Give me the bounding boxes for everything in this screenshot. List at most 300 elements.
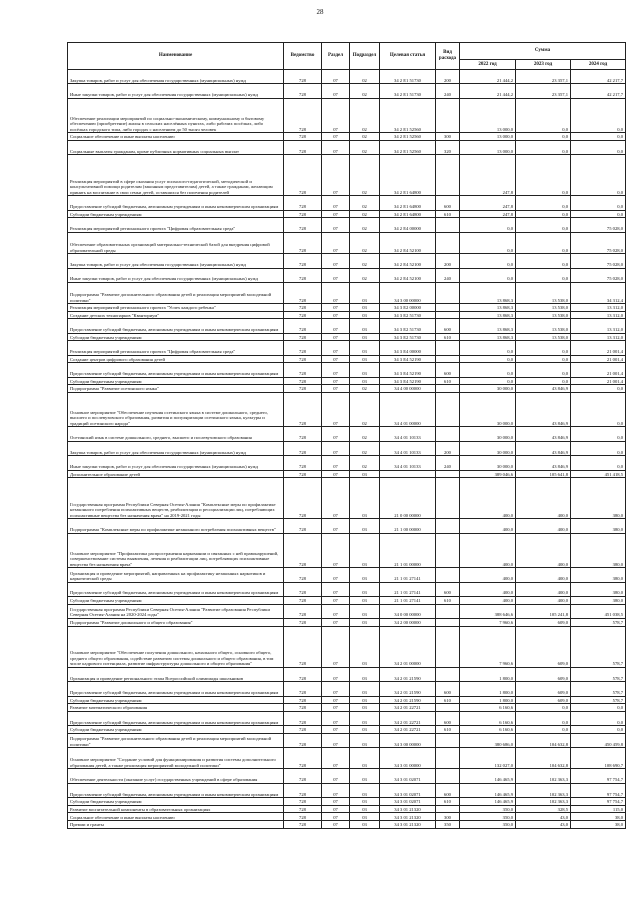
table-row	[68, 268, 626, 282]
cell-2024: 0,0	[571, 726, 626, 734]
cell-section: 07	[322, 133, 350, 141]
cell-2023: 0,0	[516, 196, 571, 210]
cell-target: 34 2 E4 52100	[380, 254, 436, 268]
cell-subsection: 03	[350, 604, 380, 618]
cell-2024: 0,0	[571, 155, 626, 196]
cell-2024: 380,0	[571, 519, 626, 533]
cell-ministry: 728	[284, 568, 322, 582]
cell-section: 07	[322, 363, 350, 377]
cell-2023: 0,0	[516, 711, 571, 725]
cell-2022: 6 160,6	[460, 711, 516, 725]
cell-name: Предоставление субсидий бюджетным, автономным учреждениям и иным некоммерческим организациям	[68, 582, 284, 596]
cell-ministry: 728	[284, 821, 322, 829]
cell-expense-type: 600	[436, 196, 460, 210]
table-row	[68, 333, 626, 341]
table-row	[68, 813, 626, 821]
cell-2022: 380 686,0	[460, 733, 516, 747]
cell-name: Субсидии бюджетным учреждениям	[68, 596, 284, 604]
cell-section: 07	[322, 783, 350, 797]
cell-section: 07	[322, 696, 350, 704]
cell-2022: 146 465,9	[460, 783, 516, 797]
cell-2023: 400,0	[516, 568, 571, 582]
cell-2024: 0,0	[571, 210, 626, 218]
cell-name: Субсидии бюджетным учреждениям	[68, 726, 284, 734]
cell-ministry: 728	[284, 618, 322, 626]
cell-2024: 451 418,5	[571, 470, 626, 478]
cell-target: 34 2 01 21590	[380, 667, 436, 681]
cell-subsection: 02	[350, 232, 380, 253]
cell-subsection: 03	[350, 304, 380, 312]
cell-2022: 0,0	[460, 232, 516, 253]
cell-section: 07	[322, 769, 350, 783]
header-sum: Сумма	[460, 43, 626, 60]
cell-target: 21 1 01 27141	[380, 568, 436, 582]
cell-name: Осетинский язык в системе дошкольного, среднего, высшего и послевузовского образования	[68, 427, 284, 441]
cell-section: 07	[322, 98, 350, 132]
cell-2023: 0,0	[516, 140, 571, 154]
header-target: Целевая статья	[380, 43, 436, 70]
table-row	[68, 582, 626, 596]
table-row	[68, 470, 626, 478]
cell-subsection: 03	[350, 798, 380, 806]
cell-subsection: 03	[350, 748, 380, 769]
cell-2023: 400,0	[516, 596, 571, 604]
cell-2023: 0,0	[516, 210, 571, 218]
cell-2022: 0,0	[460, 377, 516, 385]
cell-2023: 609,0	[516, 667, 571, 681]
cell-section: 07	[322, 726, 350, 734]
cell-2022: 7 960,6	[460, 626, 516, 667]
cell-2023: 400,0	[516, 519, 571, 533]
cell-subsection: 02	[350, 427, 380, 441]
cell-expense-type: 600	[436, 319, 460, 333]
cell-2022: 13 000,0	[460, 133, 516, 141]
cell-2024: 0,0	[571, 427, 626, 441]
cell-expense-type	[436, 311, 460, 319]
cell-expense-type: 610	[436, 333, 460, 341]
table-row	[68, 385, 626, 393]
cell-section: 07	[322, 355, 350, 363]
cell-name: Предоставление субсидий бюджетным, автономным учреждениям и иным некоммерческим организациям	[68, 783, 284, 797]
table-row	[68, 604, 626, 618]
cell-2024: 380,0	[571, 568, 626, 582]
table-row	[68, 711, 626, 725]
cell-ministry: 728	[284, 582, 322, 596]
cell-2024: 21 001,4	[571, 341, 626, 355]
cell-section: 07	[322, 84, 350, 98]
table-row	[68, 84, 626, 98]
cell-expense-type	[436, 427, 460, 441]
cell-ministry: 728	[284, 626, 322, 667]
cell-subsection: 02	[350, 210, 380, 218]
cell-ministry: 728	[284, 377, 322, 385]
cell-2023: 43 846,9	[516, 392, 571, 426]
cell-2024: 42 217,7	[571, 70, 626, 84]
cell-ministry: 728	[284, 155, 322, 196]
table-row	[68, 441, 626, 455]
cell-target: 34 4 01 00000	[380, 392, 436, 426]
cell-section: 07	[322, 798, 350, 806]
cell-2024: 97 754,7	[571, 783, 626, 797]
cell-name: Закупка товаров, работ и услуг для обеспечения государственных (муниципальных) нужд	[68, 254, 284, 268]
cell-target: 34 3 E2 51730	[380, 333, 436, 341]
cell-target: 34 3 01 02071	[380, 798, 436, 806]
cell-name: Дополнительное образование детей	[68, 470, 284, 478]
cell-name: Социальное обеспечение и иные выплаты населению	[68, 133, 284, 141]
cell-subsection: 03	[350, 733, 380, 747]
cell-2024: 0,0	[571, 385, 626, 393]
cell-2023: 609,0	[516, 626, 571, 667]
cell-name: Обеспечение реализации мероприятий по социально-экономическому, коммунальному и бытовому обеспечению (приобретение) жилья в сельских населённых пунктах, либо рабочих посёлках, либо посёлках городского типа, либо городах с населением до 50 тысяч человек	[68, 98, 284, 132]
cell-2024: 21 001,4	[571, 377, 626, 385]
cell-subsection: 03	[350, 341, 380, 355]
cell-subsection: 03	[350, 478, 380, 519]
cell-section: 07	[322, 618, 350, 626]
cell-name: Подпрограмма "Развитие дополнительного образования детей и реализация мероприятий молодежной политики"	[68, 733, 284, 747]
cell-subsection: 02	[350, 133, 380, 141]
cell-subsection: 02	[350, 218, 380, 232]
cell-subsection: 03	[350, 618, 380, 626]
cell-section: 07	[322, 519, 350, 533]
cell-ministry: 728	[284, 805, 322, 813]
cell-expense-type: 610	[436, 726, 460, 734]
cell-target: 34 3 01 02071	[380, 783, 436, 797]
cell-name: Предоставление субсидий бюджетным, автономным учреждениям и иным некоммерческим организациям	[68, 319, 284, 333]
cell-ministry: 728	[284, 210, 322, 218]
table-row	[68, 748, 626, 769]
cell-target: 34 2 E1 64800	[380, 196, 436, 210]
table-row	[68, 341, 626, 355]
cell-2024: 0,0	[571, 98, 626, 132]
cell-ministry: 728	[284, 254, 322, 268]
cell-ministry: 728	[284, 769, 322, 783]
cell-2024: 21 001,4	[571, 355, 626, 363]
cell-2023: 104 632,8	[516, 748, 571, 769]
cell-section: 07	[322, 196, 350, 210]
cell-expense-type: 300	[436, 813, 460, 821]
cell-2024: 108 690,7	[571, 748, 626, 769]
cell-expense-type	[436, 704, 460, 712]
cell-target: 34 2 01 21590	[380, 696, 436, 704]
cell-name: Премии и гранты	[68, 821, 284, 829]
cell-2022: 30 000,0	[460, 441, 516, 455]
cell-target: 34 3 E2 51730	[380, 319, 436, 333]
cell-section: 07	[322, 268, 350, 282]
cell-expense-type	[436, 470, 460, 478]
table-row	[68, 626, 626, 667]
header-year-2024: 2024 год	[571, 60, 626, 70]
cell-section: 07	[322, 805, 350, 813]
cell-expense-type	[436, 304, 460, 312]
cell-expense-type: 610	[436, 210, 460, 218]
cell-2023: 43 846,9	[516, 427, 571, 441]
cell-expense-type: 610	[436, 596, 460, 604]
cell-subsection: 03	[350, 377, 380, 385]
cell-2022: 146 465,9	[460, 769, 516, 783]
cell-subsection: 02	[350, 392, 380, 426]
cell-subsection: 03	[350, 769, 380, 783]
table-row	[68, 133, 626, 141]
cell-2022: 0,0	[460, 363, 516, 377]
cell-2022: 400,0	[460, 596, 516, 604]
table-row	[68, 70, 626, 84]
cell-ministry: 728	[284, 604, 322, 618]
cell-2024: 0,0	[571, 140, 626, 154]
cell-name: Иные закупки товаров, работ и услуг для обеспечения государственных (муниципальных) нужд	[68, 456, 284, 470]
cell-name: Основное мероприятие "Обеспечение изучения осетинского языка в системе дошкольного, среднего, высшего и послевузовского образования, развития и популяризации осетинского языка, культуры и традиций осетинского народа"	[68, 392, 284, 426]
cell-2023: 0,0	[516, 363, 571, 377]
cell-section: 07	[322, 682, 350, 696]
cell-target: 34 2 E1 52560	[380, 140, 436, 154]
cell-2024: 75 028,0	[571, 254, 626, 268]
cell-section: 07	[322, 304, 350, 312]
cell-section: 07	[322, 282, 350, 303]
cell-subsection: 03	[350, 470, 380, 478]
cell-subsection: 02	[350, 140, 380, 154]
cell-ministry: 728	[284, 98, 322, 132]
cell-ministry: 728	[284, 282, 322, 303]
cell-subsection: 03	[350, 821, 380, 829]
cell-target: 34 2 E4 52100	[380, 268, 436, 282]
table-row	[68, 254, 626, 268]
cell-section: 07	[322, 140, 350, 154]
cell-name: Субсидии бюджетным учреждениям	[68, 377, 284, 385]
cell-2023: 23 357,1	[516, 84, 571, 98]
cell-2022: 389 046,6	[460, 470, 516, 478]
cell-name: Субсидии бюджетным учреждениям	[68, 798, 284, 806]
cell-2024: 34 312,4	[571, 282, 626, 303]
cell-2024: 13 312,0	[571, 333, 626, 341]
header-year-2022: 2022 год	[460, 60, 516, 70]
table-row	[68, 618, 626, 626]
cell-2024: 451 038,5	[571, 604, 626, 618]
cell-section: 07	[322, 582, 350, 596]
cell-name: Создание детских технопарков "Кванториум"	[68, 311, 284, 319]
cell-name: Реализация мероприятий регионального проекта "Цифровая образовательная среда"	[68, 341, 284, 355]
cell-expense-type: 200	[436, 254, 460, 268]
table-row	[68, 805, 626, 813]
cell-expense-type	[436, 568, 460, 582]
cell-2023: 0,0	[516, 268, 571, 282]
cell-target: 34 0 00 00000	[380, 604, 436, 618]
cell-subsection: 02	[350, 385, 380, 393]
cell-subsection: 03	[350, 311, 380, 319]
cell-target: 34 2 E1 64800	[380, 155, 436, 196]
cell-section: 07	[322, 210, 350, 218]
cell-2022: 1 800,0	[460, 682, 516, 696]
cell-2023: 23 357,1	[516, 70, 571, 84]
cell-name: Развитие математического образования	[68, 704, 284, 712]
table-row	[68, 519, 626, 533]
cell-2024: 380,0	[571, 582, 626, 596]
table-body	[68, 70, 626, 829]
cell-section: 07	[322, 333, 350, 341]
cell-target: 34 2 E1 52560	[380, 133, 436, 141]
cell-expense-type	[436, 232, 460, 253]
header-ministry: Ведомство	[284, 43, 322, 70]
cell-2024: 75 028,0	[571, 218, 626, 232]
cell-expense-type: 600	[436, 582, 460, 596]
cell-2024: 578,7	[571, 682, 626, 696]
cell-target: 34 2 E1 51730	[380, 84, 436, 98]
cell-2024: 578,7	[571, 626, 626, 667]
cell-2022: 247,8	[460, 196, 516, 210]
table-row	[68, 769, 626, 783]
cell-subsection: 02	[350, 98, 380, 132]
cell-name: Иные закупки товаров, работ и услуг для обеспечения государственных (муниципальных) нужд	[68, 268, 284, 282]
budget-table-sheet	[67, 42, 625, 829]
cell-target: 34 3 01 21320	[380, 813, 436, 821]
cell-subsection: 03	[350, 568, 380, 582]
cell-ministry: 728	[284, 333, 322, 341]
cell-2023: 13 538,0	[516, 333, 571, 341]
cell-2022: 13 868,3	[460, 304, 516, 312]
cell-target: 34 3 E4 52190	[380, 363, 436, 377]
cell-2022: 350,0	[460, 821, 516, 829]
cell-target: 34 3 E4 52190	[380, 377, 436, 385]
cell-section: 07	[322, 385, 350, 393]
cell-ministry: 728	[284, 813, 322, 821]
cell-expense-type	[436, 805, 460, 813]
cell-ministry: 728	[284, 84, 322, 98]
cell-target: 34 4 01 10133	[380, 441, 436, 455]
cell-ministry: 728	[284, 341, 322, 355]
cell-2024: 0,0	[571, 704, 626, 712]
cell-name: Закупка товаров, работ и услуг для обеспечения государственных (муниципальных) нужд	[68, 70, 284, 84]
cell-expense-type: 350	[436, 821, 460, 829]
cell-name: Организация и проведение регионального этапа Всероссийской олимпиады школьников	[68, 667, 284, 681]
cell-2023: 400,0	[516, 478, 571, 519]
cell-expense-type	[436, 604, 460, 618]
cell-section: 07	[322, 711, 350, 725]
cell-2022: 350,0	[460, 805, 516, 813]
cell-expense-type: 200	[436, 70, 460, 84]
cell-subsection: 03	[350, 363, 380, 377]
cell-target: 21 1 01 27141	[380, 596, 436, 604]
cell-2022: 6 160,6	[460, 726, 516, 734]
cell-2022: 247,8	[460, 210, 516, 218]
cell-2022: 0,0	[460, 218, 516, 232]
cell-section: 07	[322, 377, 350, 385]
cell-ministry: 728	[284, 456, 322, 470]
cell-2022: 0,0	[460, 355, 516, 363]
cell-2024: 42 217,7	[571, 84, 626, 98]
cell-2023: 0,0	[516, 218, 571, 232]
cell-2022: 30 000,0	[460, 427, 516, 441]
cell-ministry: 728	[284, 385, 322, 393]
cell-section: 07	[322, 470, 350, 478]
cell-2024: 0,0	[571, 711, 626, 725]
cell-subsection: 03	[350, 726, 380, 734]
cell-2022: 400,0	[460, 568, 516, 582]
cell-expense-type	[436, 667, 460, 681]
cell-2022: 0,0	[460, 341, 516, 355]
cell-2022: 247,8	[460, 155, 516, 196]
cell-name: Предоставление субсидий бюджетным, автономным учреждениям и иным некоммерческим организациям	[68, 363, 284, 377]
cell-2023: 13 538,0	[516, 282, 571, 303]
cell-target: 34 4 01 10133	[380, 456, 436, 470]
cell-section: 07	[322, 456, 350, 470]
cell-2024: 380,0	[571, 596, 626, 604]
cell-2023: 104 632,8	[516, 733, 571, 747]
cell-2023: 0,0	[516, 98, 571, 132]
cell-name: Предоставление субсидий бюджетным, автономным учреждениям и иным некоммерческим организациям	[68, 682, 284, 696]
cell-expense-type: 240	[436, 84, 460, 98]
cell-target: 21 1 00 00000	[380, 519, 436, 533]
cell-target: 34 4 00 00000	[380, 385, 436, 393]
cell-subsection: 02	[350, 254, 380, 268]
cell-expense-type: 610	[436, 798, 460, 806]
cell-target: 34 4 01 10133	[380, 427, 436, 441]
cell-2024: 75 028,0	[571, 268, 626, 282]
cell-section: 07	[322, 441, 350, 455]
cell-subsection: 03	[350, 282, 380, 303]
cell-expense-type	[436, 733, 460, 747]
cell-subsection: 03	[350, 704, 380, 712]
cell-2023: 13 538,0	[516, 304, 571, 312]
cell-expense-type	[436, 282, 460, 303]
cell-name: Организация и проведение мероприятий, направленных на профилактику незаконных наркотиков и наркотической среды	[68, 568, 284, 582]
cell-subsection: 02	[350, 196, 380, 210]
cell-2023: 105 241,8	[516, 604, 571, 618]
cell-ministry: 728	[284, 441, 322, 455]
cell-2023: 609,0	[516, 618, 571, 626]
cell-ministry: 728	[284, 232, 322, 253]
cell-ministry: 728	[284, 704, 322, 712]
cell-expense-type	[436, 533, 460, 567]
cell-ministry: 728	[284, 355, 322, 363]
cell-subsection: 03	[350, 319, 380, 333]
cell-ministry: 728	[284, 711, 322, 725]
cell-expense-type	[436, 98, 460, 132]
cell-target: 34 3 E4 00000	[380, 341, 436, 355]
cell-section: 07	[322, 704, 350, 712]
cell-2022: 30 000,0	[460, 385, 516, 393]
cell-expense-type: 600	[436, 711, 460, 725]
cell-2023: 0,0	[516, 232, 571, 253]
cell-2023: 13 538,0	[516, 319, 571, 333]
cell-2022: 1 800,0	[460, 696, 516, 704]
cell-2024: 38,0	[571, 813, 626, 821]
cell-2023: 105 641,8	[516, 470, 571, 478]
cell-section: 07	[322, 254, 350, 268]
cell-name: Субсидии бюджетным учреждениям	[68, 333, 284, 341]
cell-expense-type: 600	[436, 682, 460, 696]
header-expense-type: Вид расхода	[436, 43, 460, 70]
table-row	[68, 98, 626, 132]
cell-subsection: 03	[350, 355, 380, 363]
cell-name: Подпрограмма "Развитие дошкольного и общего образования"	[68, 618, 284, 626]
cell-name: Обеспечение образовательных организаций материально-технической базой для внедрения цифровой образовательной среды	[68, 232, 284, 253]
cell-2023: 400,0	[516, 533, 571, 567]
table-row	[68, 533, 626, 567]
cell-2024: 38,0	[571, 821, 626, 829]
header-name: Наименование	[68, 43, 284, 70]
cell-2024: 115,0	[571, 805, 626, 813]
cell-name: Государственная программа Республики Северная Осетия-Алания "Развитие образования Республики Северная Осетия-Алания на 2020-2024 годы"	[68, 604, 284, 618]
cell-target: 34 3 E2 51730	[380, 311, 436, 319]
table-row	[68, 392, 626, 426]
table-row	[68, 311, 626, 319]
cell-expense-type	[436, 392, 460, 426]
cell-ministry: 728	[284, 363, 322, 377]
cell-expense-type: 200	[436, 441, 460, 455]
cell-subsection: 02	[350, 441, 380, 455]
cell-2023: 0,0	[516, 155, 571, 196]
cell-expense-type	[436, 519, 460, 533]
cell-2022: 30 000,0	[460, 456, 516, 470]
cell-2022: 0,0	[460, 268, 516, 282]
